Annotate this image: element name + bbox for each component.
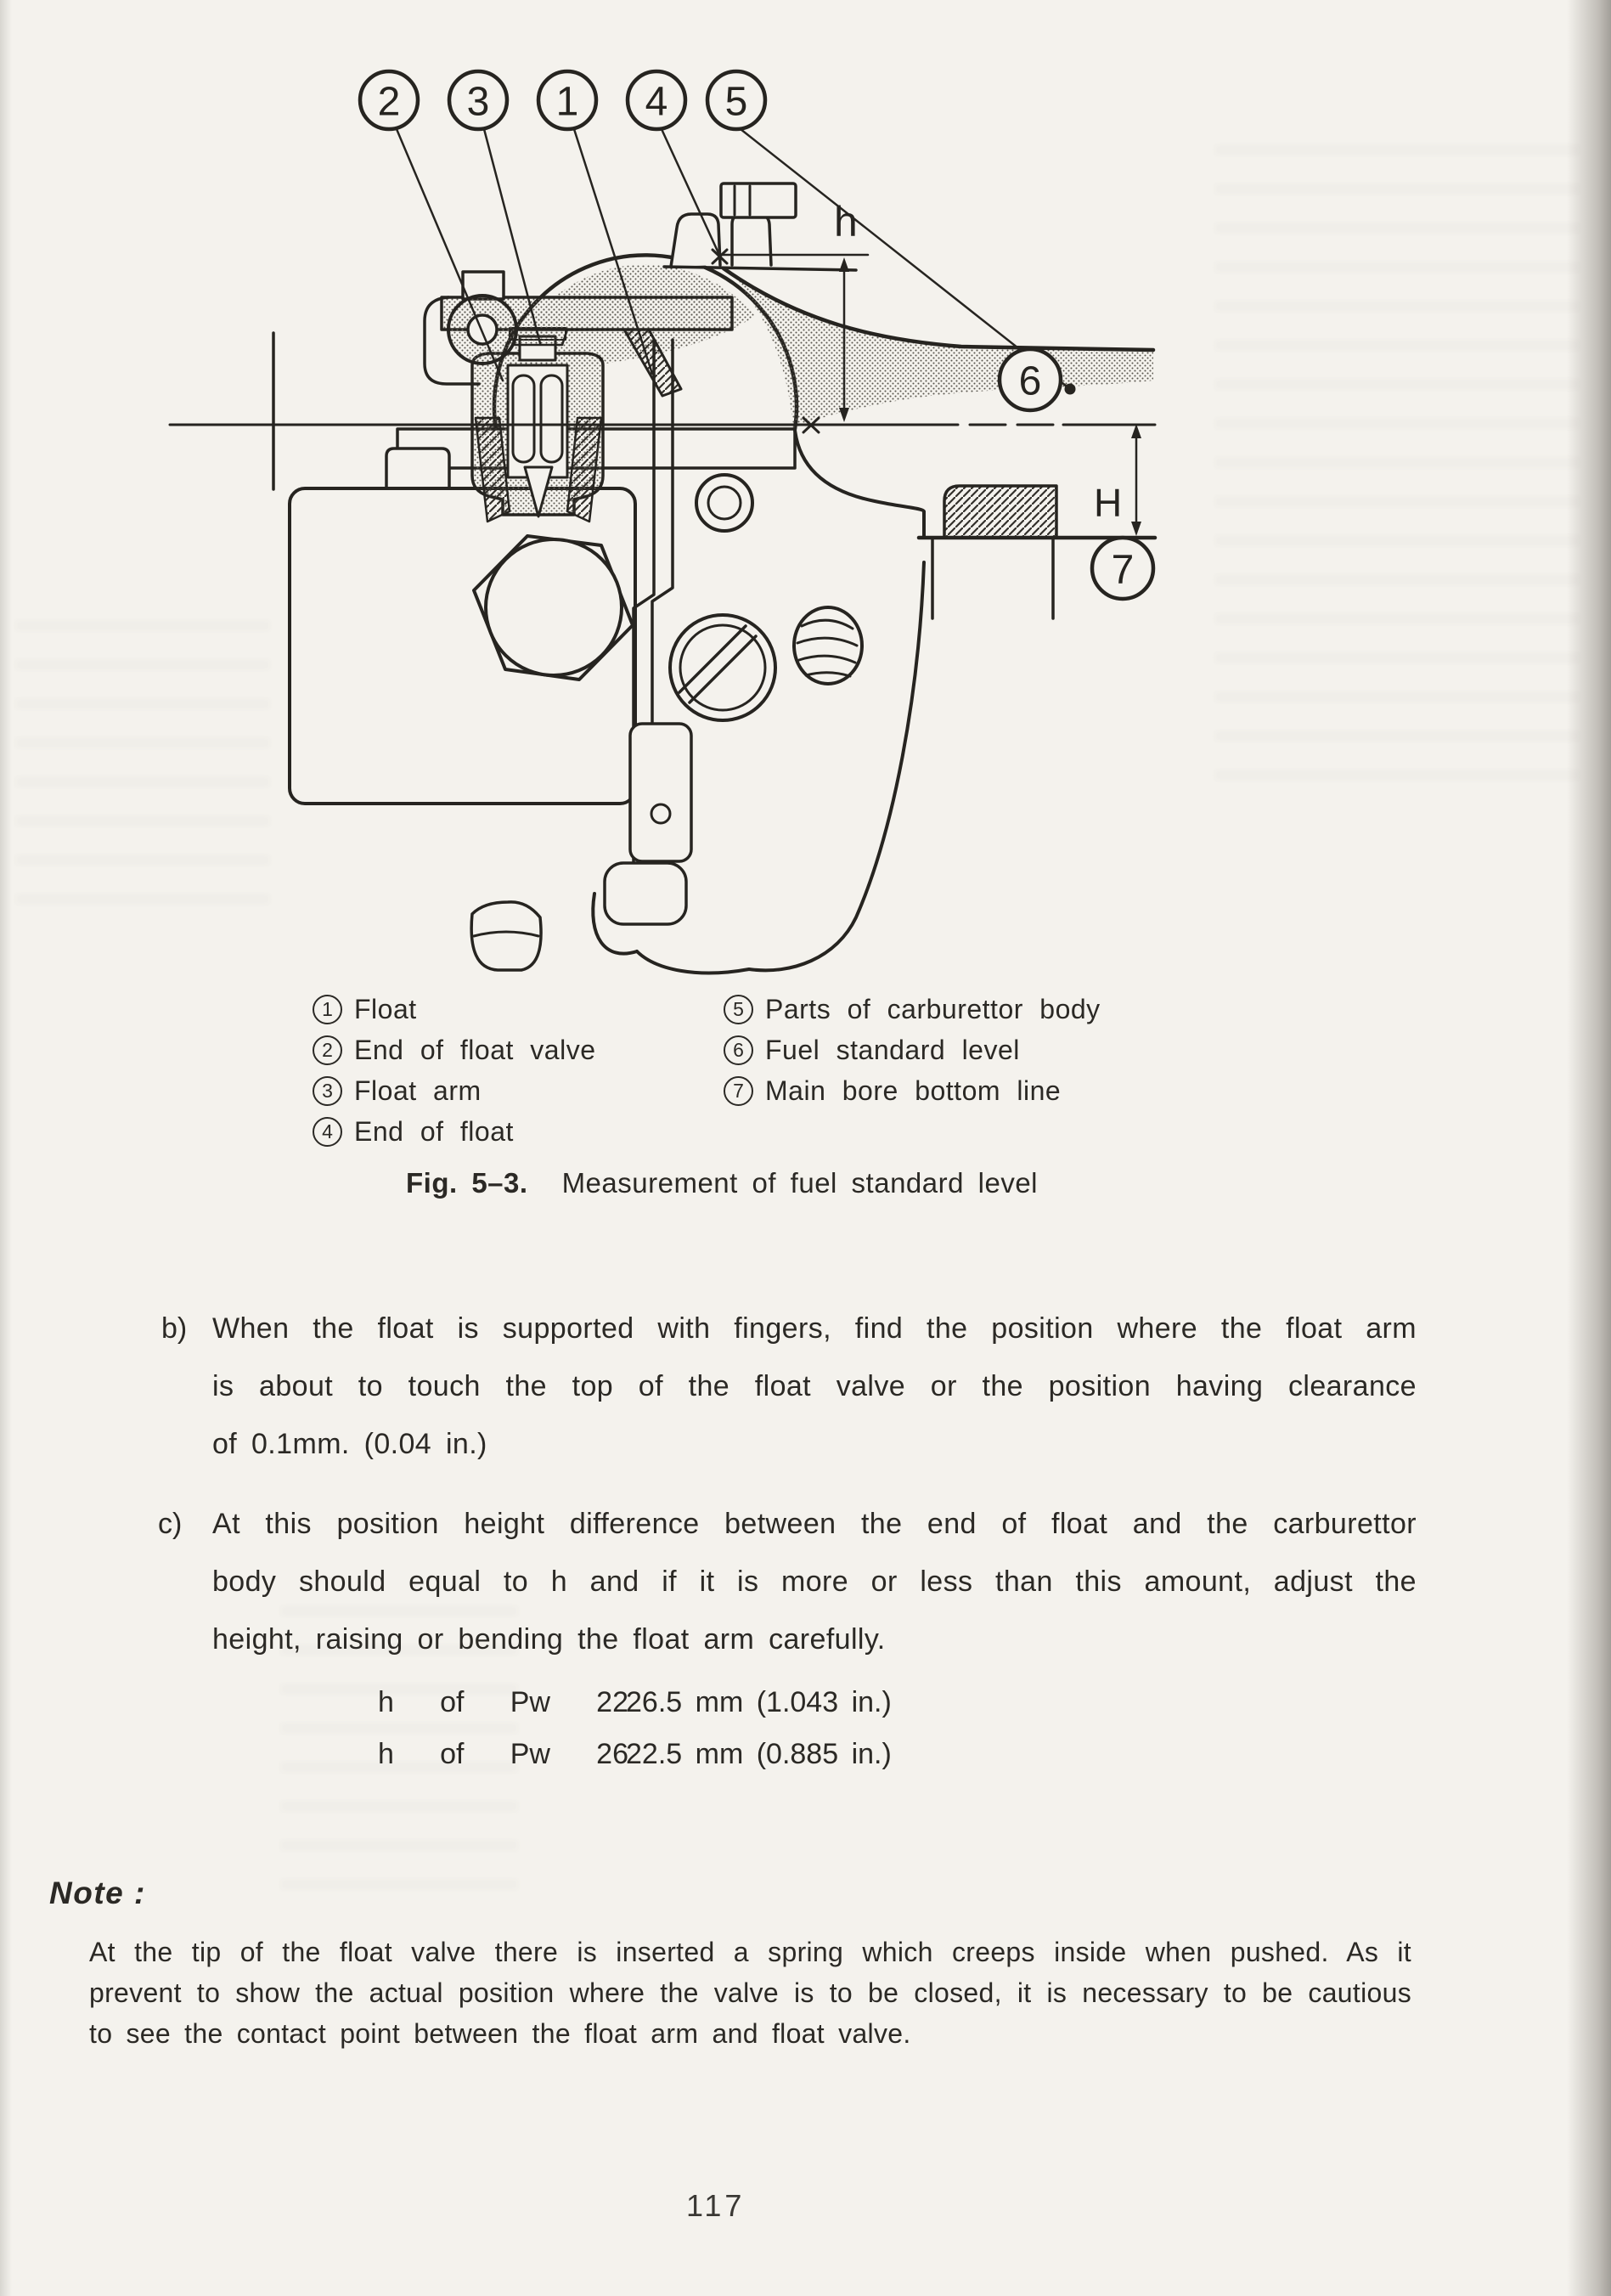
H-dimension-label: H: [1094, 481, 1123, 525]
callout-1-label: 1: [555, 79, 579, 125]
page-edge-right: [1567, 0, 1611, 2296]
legend-num-6: 6: [724, 1035, 753, 1065]
legend-num-3: 3: [313, 1076, 342, 1106]
venturi-wall-section: [944, 486, 1056, 538]
callout-5-label: 5: [724, 79, 748, 125]
legend-label: End of float: [354, 1115, 514, 1147]
legend-item: [724, 992, 1101, 1026]
linkage-bracket: [630, 724, 691, 861]
legend-label: Parts of carburettor body: [765, 993, 1101, 1024]
item-c-line1: At this position height difference between the end of float and the carburettor: [212, 1508, 1417, 1540]
figure-number: Fig. 5–3.: [406, 1167, 528, 1199]
note-heading: Note :: [49, 1876, 146, 1910]
legend-item: [313, 1033, 595, 1067]
spec-row-value: 26.5 mm (1.043 in.): [626, 1686, 892, 1718]
item-c-line2: body should equal to h and if it is more or less than this amount, adjust the: [212, 1565, 1417, 1598]
item-b-line3: of 0.1mm. (0.04 in.): [212, 1428, 487, 1460]
H-dimension: [1131, 424, 1141, 536]
callout-6-label: 6: [1018, 358, 1042, 404]
spring-screw: [794, 607, 862, 684]
legend-item: [313, 1074, 482, 1108]
drain-nut: [471, 902, 541, 970]
item-b-marker: b): [161, 1312, 188, 1345]
legend-num-1: 1: [313, 995, 342, 1024]
bowl-step-tab: [386, 448, 449, 488]
legend-item: [724, 1074, 1061, 1108]
note-line1: At the tip of the float valve there is inserted a spring which creeps inside when pushed. As it: [89, 1937, 1411, 1967]
item-c-line3: height, raising or bending the float arm carefully.: [212, 1623, 886, 1656]
callout-2-label: 2: [377, 79, 401, 125]
legend-label: End of float valve: [354, 1034, 596, 1065]
legend-label: Float arm: [354, 1075, 482, 1106]
body-right-outline: [795, 430, 924, 538]
figure-title: Measurement of fuel standard level: [561, 1167, 1039, 1199]
bore-walls: [932, 538, 1053, 618]
legend-label: Float: [354, 993, 417, 1024]
legend-item: [313, 992, 417, 1026]
note-line3: to see the contact point between the float arm and float valve.: [89, 2018, 911, 2049]
callout-4-label: 4: [645, 79, 668, 125]
item-b-line1: When the float is supported with fingers, find the position where the float arm: [212, 1312, 1417, 1345]
legend-item: [313, 1114, 514, 1148]
page-edge-left: [0, 0, 12, 2296]
h-dimension-label: h: [834, 198, 858, 245]
legend-num-5: 5: [724, 995, 753, 1024]
item-c-marker: c): [158, 1508, 183, 1540]
legend-num-7: 7: [724, 1076, 753, 1106]
page-number: 117: [686, 2188, 746, 2223]
legend-num-2: 2: [313, 1035, 342, 1065]
carburettor-cross-section-figure: [0, 0, 1611, 1002]
callout-3-label: 3: [466, 79, 490, 125]
legend-num-4: 4: [313, 1117, 342, 1147]
callout-7-label: 7: [1111, 547, 1135, 593]
spec-row-label: h of Pw 26: [378, 1738, 628, 1770]
note-line2: prevent to show the actual position where the valve is to be closed, it is necessary to be cautious: [89, 1977, 1411, 2008]
body-leader-dot: [1065, 384, 1076, 395]
passage-port-inner: [708, 487, 741, 519]
spec-row-value: 22.5 mm (0.885 in.): [626, 1738, 892, 1770]
hex-plug-face: [486, 539, 622, 675]
legend-label: Fuel standard level: [765, 1034, 1020, 1065]
legend-label: Main bore bottom line: [765, 1075, 1062, 1106]
figure-caption: [406, 1167, 1038, 1199]
spec-row-label: h of Pw 22: [378, 1686, 628, 1718]
legend-item: [724, 1033, 1020, 1067]
item-b-line2: is about to touch the top of the float valve or the position having clearance: [212, 1370, 1417, 1402]
slotted-screw: [670, 615, 775, 720]
